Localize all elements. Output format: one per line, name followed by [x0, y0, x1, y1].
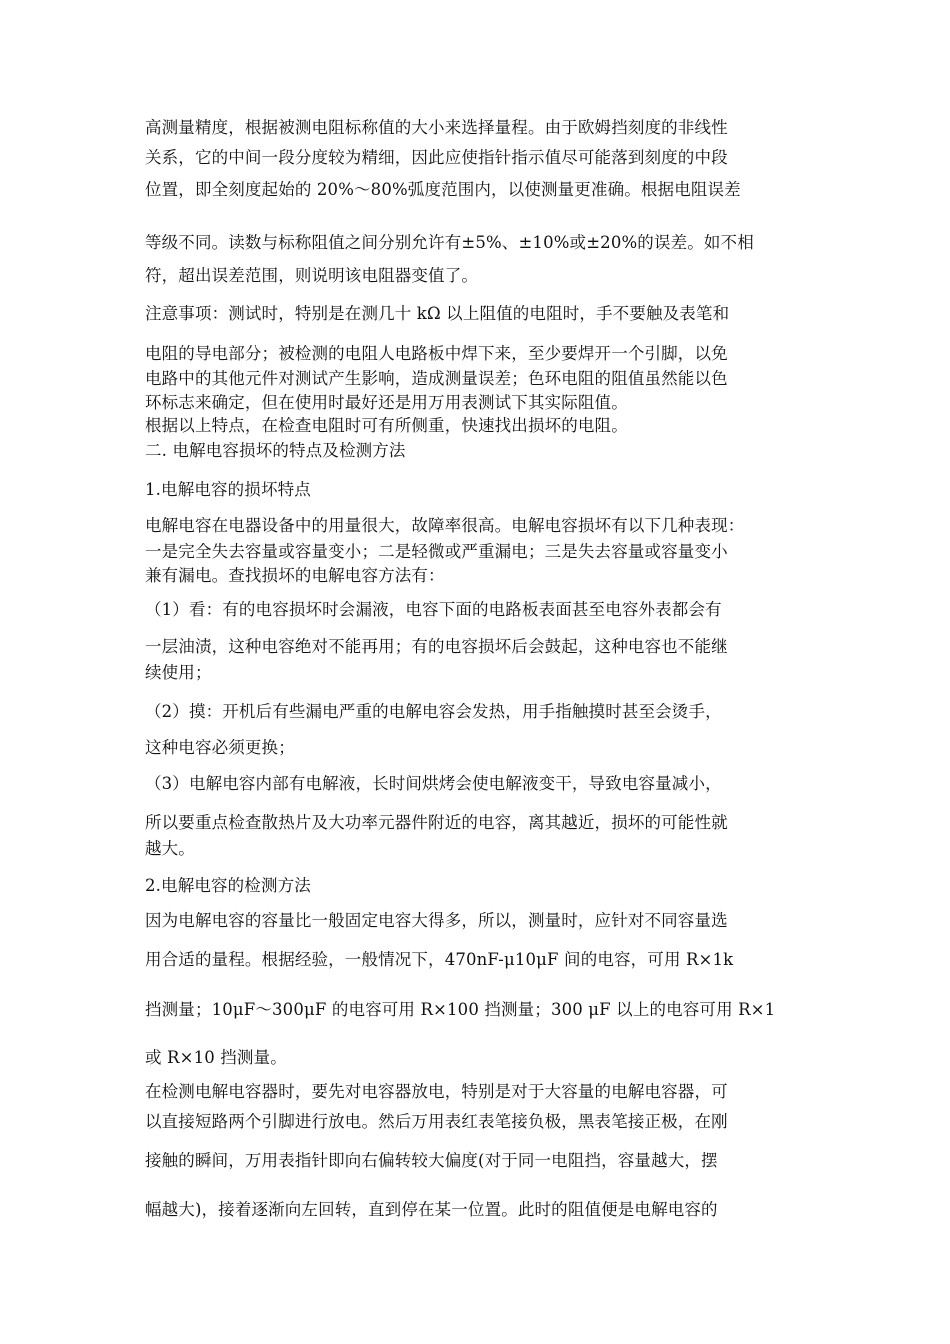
text-line: （1）看：有的电容损坏时会漏液，电容下面的电路板表面甚至电容外表都会有 — [145, 600, 722, 619]
text-line: 续使用； — [145, 663, 212, 682]
text-line: 挡测量；10μF～300μF 的电容可用 R×100 挡测量；300 μF 以上的电容可用 R×1 — [145, 1000, 776, 1019]
text-line: （2）摸：开机后有些漏电严重的电解电容会发热，用手指触摸时甚至会烫手， — [145, 702, 722, 721]
text-line: 这种电容必须更换； — [145, 738, 295, 757]
text-line: 根据以上特点，在检查电阻时可有所侧重，快速找出损坏的电阻。 — [145, 416, 628, 435]
text-line: 在检测电解电容器时，要先对电容器放电，特别是对于大容量的电解电容器，可 — [145, 1082, 728, 1101]
text-line: 符，超出误差范围，则说明该电阻器变值了。 — [145, 266, 478, 285]
text-line: 高测量精度，根据被测电阻标称值的大小来选择量程。由于欧姆挡刻度的非线性 — [145, 118, 728, 137]
text-line: 位置，即全刻度起始的 20%～80%弧度范围内，以使测量更准确。根据电阻误差 — [145, 180, 741, 199]
subsection-heading: 2.电解电容的检测方法 — [145, 876, 311, 895]
text-line: 用合适的量程。根据经验，一般情况下，470nF-μ10μF 间的电容，可用 R×1k — [145, 950, 734, 969]
text-line: 环标志来确定，但在使用时最好还是用万用表测试下其实际阻值。 — [145, 393, 628, 412]
text-line: 一是完全失去容量或容量变小；二是轻微或严重漏电；三是失去容量或容量变小 — [145, 542, 728, 561]
text-line: 所以要重点检查散热片及大功率元器件附近的电容，离其越近，损坏的可能性就 — [145, 813, 728, 832]
text-line: 越大。 — [145, 839, 195, 858]
text-line: 电路中的其他元件对测试产生影响，造成测量误差；色环电阻的阻值虽然能以色 — [145, 369, 728, 388]
text-line: （3）电解电容内部有电解液，长时间烘烤会使电解液变干，导致电容量减小， — [145, 774, 722, 793]
text-line: 电阻的导电部分；被检测的电阻人电路板中焊下来，至少要焊开一个引脚，以免 — [145, 344, 728, 363]
text-line: 注意事项：测试时，特别是在测几十 kΩ 以上阻值的电阻时，手不要触及表笔和 — [145, 304, 730, 323]
text-line: 或 R×10 挡测量。 — [145, 1048, 287, 1067]
text-line: 接触的瞬间，万用表指针即向右偏转较大偏度(对于同一电阻挡，容量越大，摆 — [145, 1151, 718, 1170]
text-line: 兼有漏电。查找损坏的电解电容方法有： — [145, 566, 445, 585]
text-line: 以直接短路两个引脚进行放电。然后万用表红表笔接负极，黑表笔接正极，在刚 — [145, 1112, 728, 1131]
subsection-heading: 1.电解电容的损坏特点 — [145, 480, 311, 499]
text-line: 等级不同。读数与标称阻值之间分别允许有±5%、±10%或±20%的误差。如不相 — [145, 233, 754, 252]
text-line: 因为电解电容的容量比一般固定电容大得多，所以，测量时，应针对不同容量选 — [145, 911, 728, 930]
text-line: 一层油渍，这种电容绝对不能再用；有的电容损坏后会鼓起，这种电容也不能继 — [145, 637, 728, 656]
text-line: 电解电容在电器设备中的用量很大，故障率很高。电解电容损坏有以下几种表现： — [145, 516, 745, 535]
text-line: 幅越大)，接着逐渐向左回转，直到停在某一位置。此时的阻值便是电解电容的 — [145, 1200, 718, 1219]
text-line: 关系，它的中间一段分度较为精细，因此应使指针指示值尽可能落到刻度的中段 — [145, 148, 728, 167]
section-heading: 二. 电解电容损坏的特点及检测方法 — [145, 441, 406, 460]
